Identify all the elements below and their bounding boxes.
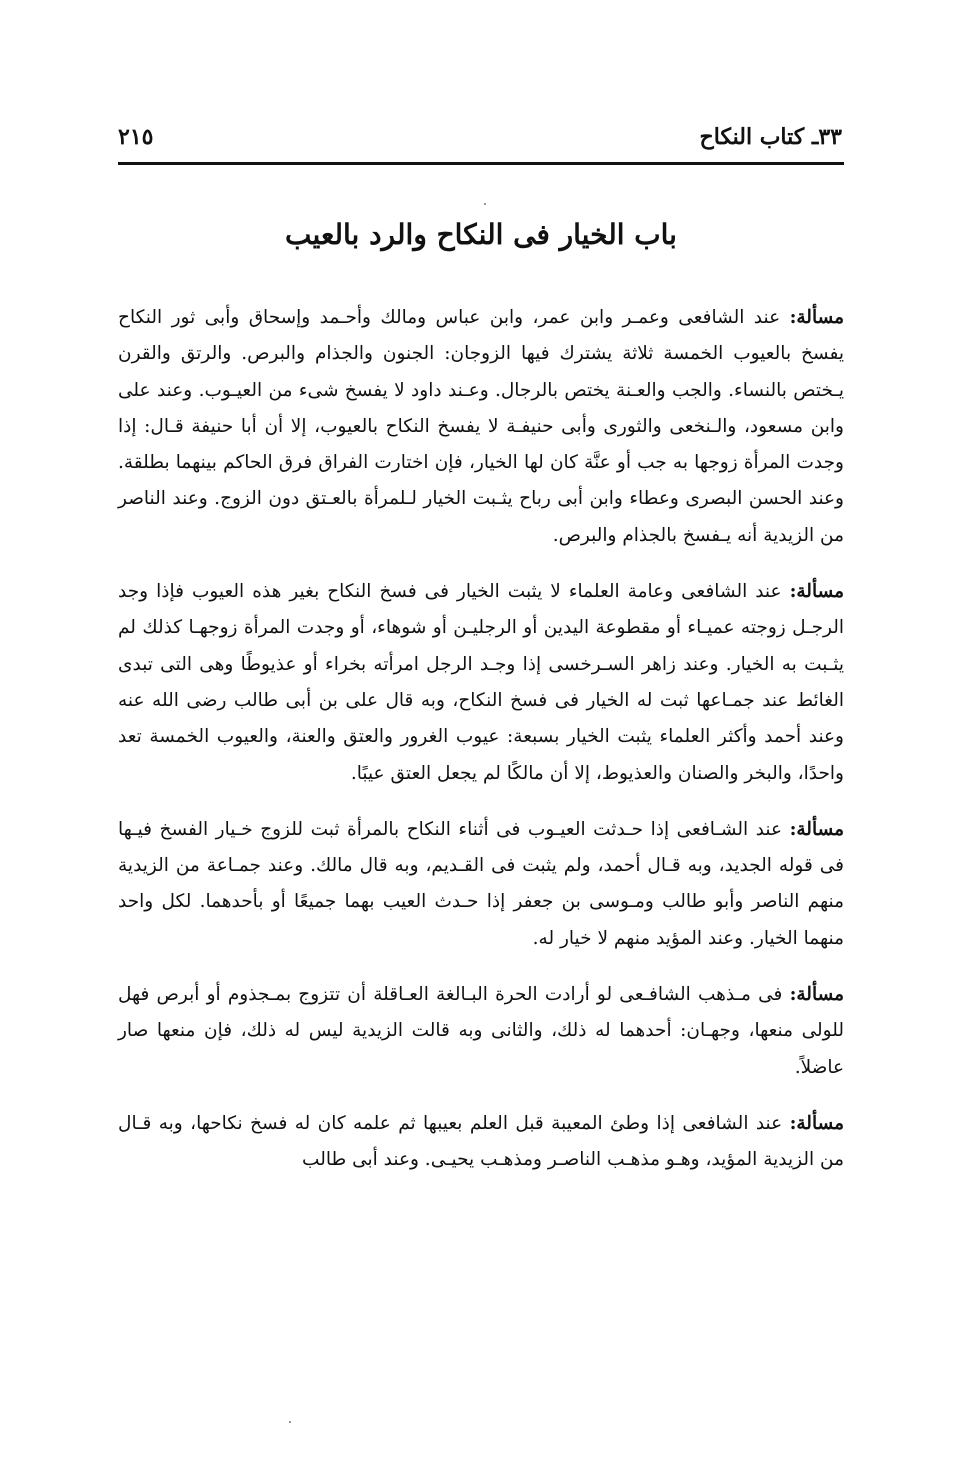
issue-text: فى مـذهب الشافـعى لو أرادت الحرة البـالغة العـاقلة أن تتزوج بمـجذوم أو أبرص فهل للولى منعها، وجهـان: أحدهما له ذلك، والثانى وبه قالت الزيدية ليس له ذلك، فإن منعها صار عاضلاً. — [118, 984, 844, 1078]
issue-label: مسألة: — [789, 581, 844, 603]
scan-speck — [484, 203, 486, 205]
issue-paragraph-5 — [118, 1106, 844, 1179]
issue-paragraph-4 — [118, 977, 844, 1086]
issue-text: عند الشافعى وعامة العلماء لا يثبت الخيار فى فسخ النكاح بغير هذه العيوب فإذا وجد الرجـل زوجته عميـاء أو مقطوعة اليدين أو الرجليـن أو شوهاء، أو وجدت المرأة زوجهـا كذلك لم يثـبت به الخيار. وعند زاهر السـرخسى إذا وجـد الرجل امرأته بخراء أو عذيوطًا وهى التى تبدى الغائط عند جمـاعها ثبت له الخيار فى فسخ النكاح، وبه قال على بن أبى طالب رضى الله عنه وعند أحمد وأكثر العلماء يثبت الخيار بسبعة: عيوب الغرور والعتق والعنة، والعيوب الخمسة تعد واحدًا، والبخر والصنان والعذيوط، إلا أن مالكًا لم يجعل العتق عيبًا. — [118, 581, 844, 784]
running-header — [118, 124, 842, 164]
issue-text: عند الشافعى وعمـر وابن عمر، وابن عباس ومالك وأحـمد وإسحاق وأبى ثور النكاح يفسخ بالعيوب الخمسة ثلاثة يشترك فيها الزوجان: الجنون والجذام والبرص. والرتق والقرن يـختص بالنساء. والجب والعـنة يختص بالرجال. وعـند داود لا يفسخ شىء من العيـوب. وعند على وابن مسعود، والـنخعى والثورى وأبى حنيفـة لا يفسخ النكاح بالعيوب، إلا أن أبا حنيفة قـال: إذا وجدت المرأة زوجها به جب أو عنَّة كان لها الخيار، فإن اختارت الفراق فرق الحاكم بينهما بطلقة. وعند الحسن البصرى وعطاء وابن أبى رباح يثـبت الخيار لـلمرأة بالعـتق دون الزوج. وعند الناصر من الزيدية أنه يـفسخ بالجذام والبرص. — [118, 307, 844, 546]
issue-text: عند الشافعى إذا وطئ المعيبة قبل العلم بعيبها ثم علمه كان له فسخ نكاحها، وبه قـال من الزيدية المؤيد، وهـو مذهـب الناصـر ومذهـب يحيـى. وعند أبى طالب — [118, 1112, 844, 1171]
issue-paragraph-3 — [118, 812, 844, 957]
issue-label: مسألة: — [789, 307, 844, 328]
issue-paragraph-1 — [118, 300, 844, 554]
body-text — [118, 300, 844, 1199]
scan-speck — [289, 1421, 291, 1423]
issue-label: مسألة: — [789, 818, 844, 840]
page-number: ٢١٥ — [118, 124, 154, 150]
issue-label: مسألة: — [789, 984, 844, 1006]
issue-text: عند الشـافعى إذا حـدثت العيـوب فى أثناء النكاح بالمرأة ثبت للزوج خـيار الفسخ فيـها فى قوله الجديد، وبه قـال أحمد، ولم يثبت فى القـديم، وبه قال مالك. وعند جمـاعة من الزيدية منهم الناصر وأبو طالب ومـوسى بن جعفر إذا حـدث العيب بهما جميعًا أو بأحدهما. لكل واحد منهما الخيار. وعند المؤيد منهم لا خيار له. — [118, 818, 844, 949]
section-title: باب الخيار فى النكاح والرد بالعيب — [285, 218, 677, 251]
issue-paragraph-2 — [118, 574, 844, 792]
chapter-title: ٣٣ـ كتاب النكاح — [699, 124, 842, 150]
issue-label: مسألة: — [789, 1112, 844, 1134]
header-rule — [118, 162, 844, 165]
